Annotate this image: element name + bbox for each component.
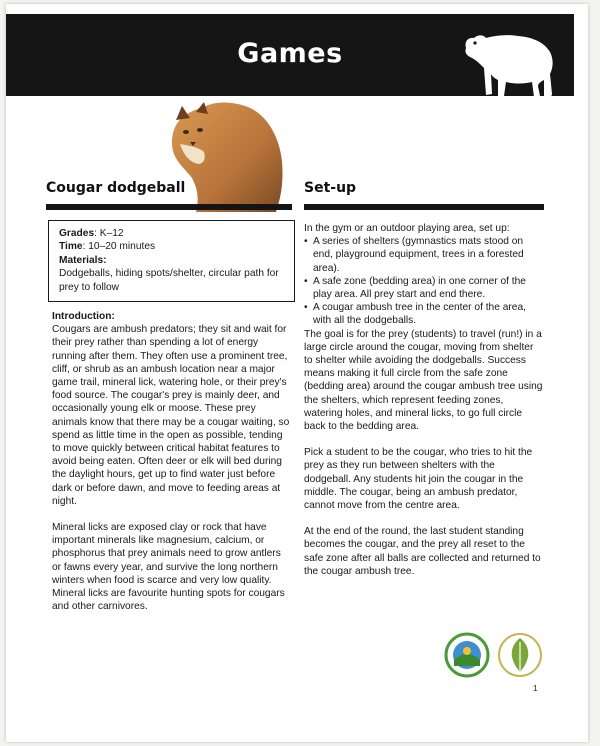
materials-label: Materials: xyxy=(59,254,107,266)
heading-rule xyxy=(46,204,292,210)
pick-paragraph: Pick a student to be the cougar, who tries to hit the prey as they run between shelters with the dodgeball. Any students hit join the cougar in the middle. The cougar, being an ambush predator, cannot move from the centre area. xyxy=(304,447,533,512)
leaf-logo xyxy=(499,634,541,676)
grades-value: : K–12 xyxy=(94,228,124,239)
polar-bear-icon xyxy=(458,28,558,100)
materials-value: Dodgeballs, hiding spots/shelter, circular path for prey to follow xyxy=(59,268,279,293)
info-box xyxy=(48,220,295,302)
mineral-paragraph: Mineral licks are exposed clay or rock that have important minerals like magnesium, calcium, or phosphorus that prey animals need to grow antlers or fawns every year, and survive the long northern winters when food is scarce and very low quality. Mineral licks are favourite hunting spots for cougars and other carnivores. xyxy=(52,522,285,613)
list-item: • A cougar ambush tree in the center of the area, with all the dodgeballs. xyxy=(304,301,544,327)
list-item: • A series of shelters (gymnastics mats stood on end, playground equipment, trees in a forested area). xyxy=(304,235,544,275)
list-item: • A safe zone (bedding area) in one corner of the play area. All prey start and end there. xyxy=(304,275,544,301)
setup-list xyxy=(304,235,544,327)
right-body xyxy=(304,222,544,578)
setup-heading: Set-up xyxy=(304,180,357,196)
goal-paragraph: The goal is for the prey (students) to travel (run!) in a large circle around the cougar, moving from shelter to shelter while avoiding the dodgeballs. Success means making it full circle from the safe zone (bedding area) around the cougar ambush tree using the shelters, which represent feeding zones, watering holes, and mineral licks, to go full circle back to the bedding area. xyxy=(304,328,543,433)
left-column-header xyxy=(46,180,292,210)
footer-logos xyxy=(444,632,544,678)
page-title: Games xyxy=(237,38,343,69)
document-page xyxy=(6,4,588,742)
right-column-header xyxy=(304,180,544,210)
game-heading: Cougar dodgeball xyxy=(46,180,186,196)
time-label: Time xyxy=(59,241,83,253)
left-body xyxy=(52,310,292,613)
header-bar xyxy=(6,14,574,96)
intro-heading: Introduction: xyxy=(52,311,115,322)
time-value: : 10–20 minutes xyxy=(82,241,156,253)
grades-line xyxy=(59,227,285,240)
end-paragraph: At the end of the round, the last student standing becomes the cougar, and the prey all reset to the safe zone after all balls are collected and returned to the cougar ambush tree. xyxy=(304,526,541,577)
intro-paragraph: Cougars are ambush predators; they sit and wait for their prey rather than spending a lot of energy running after them. They often use a prominent tree, cliff, or shrub as an ambush location near a major game trail, mineral lick, watering hole, or their prey's food source. The cougar's prey is mainly deer, and occasionally young elk or moose. These prey animals know that there may be a cougar waiting, so spend as little time in the open as possible, tending to move quickly between critical habitat features to avoid being eaten. Often deer or elk will bed during the daylight hours, get up to find water just before dark or before dawn, and move to feeding areas at night. xyxy=(52,324,290,507)
setup-rule xyxy=(304,204,544,210)
time-line xyxy=(59,240,285,253)
page-number: 1 xyxy=(533,684,538,693)
setup-intro: In the gym or an outdoor playing area, set up: xyxy=(304,223,510,234)
grades-label: Grades xyxy=(59,228,95,239)
outdoor-learning-logo xyxy=(446,634,488,676)
